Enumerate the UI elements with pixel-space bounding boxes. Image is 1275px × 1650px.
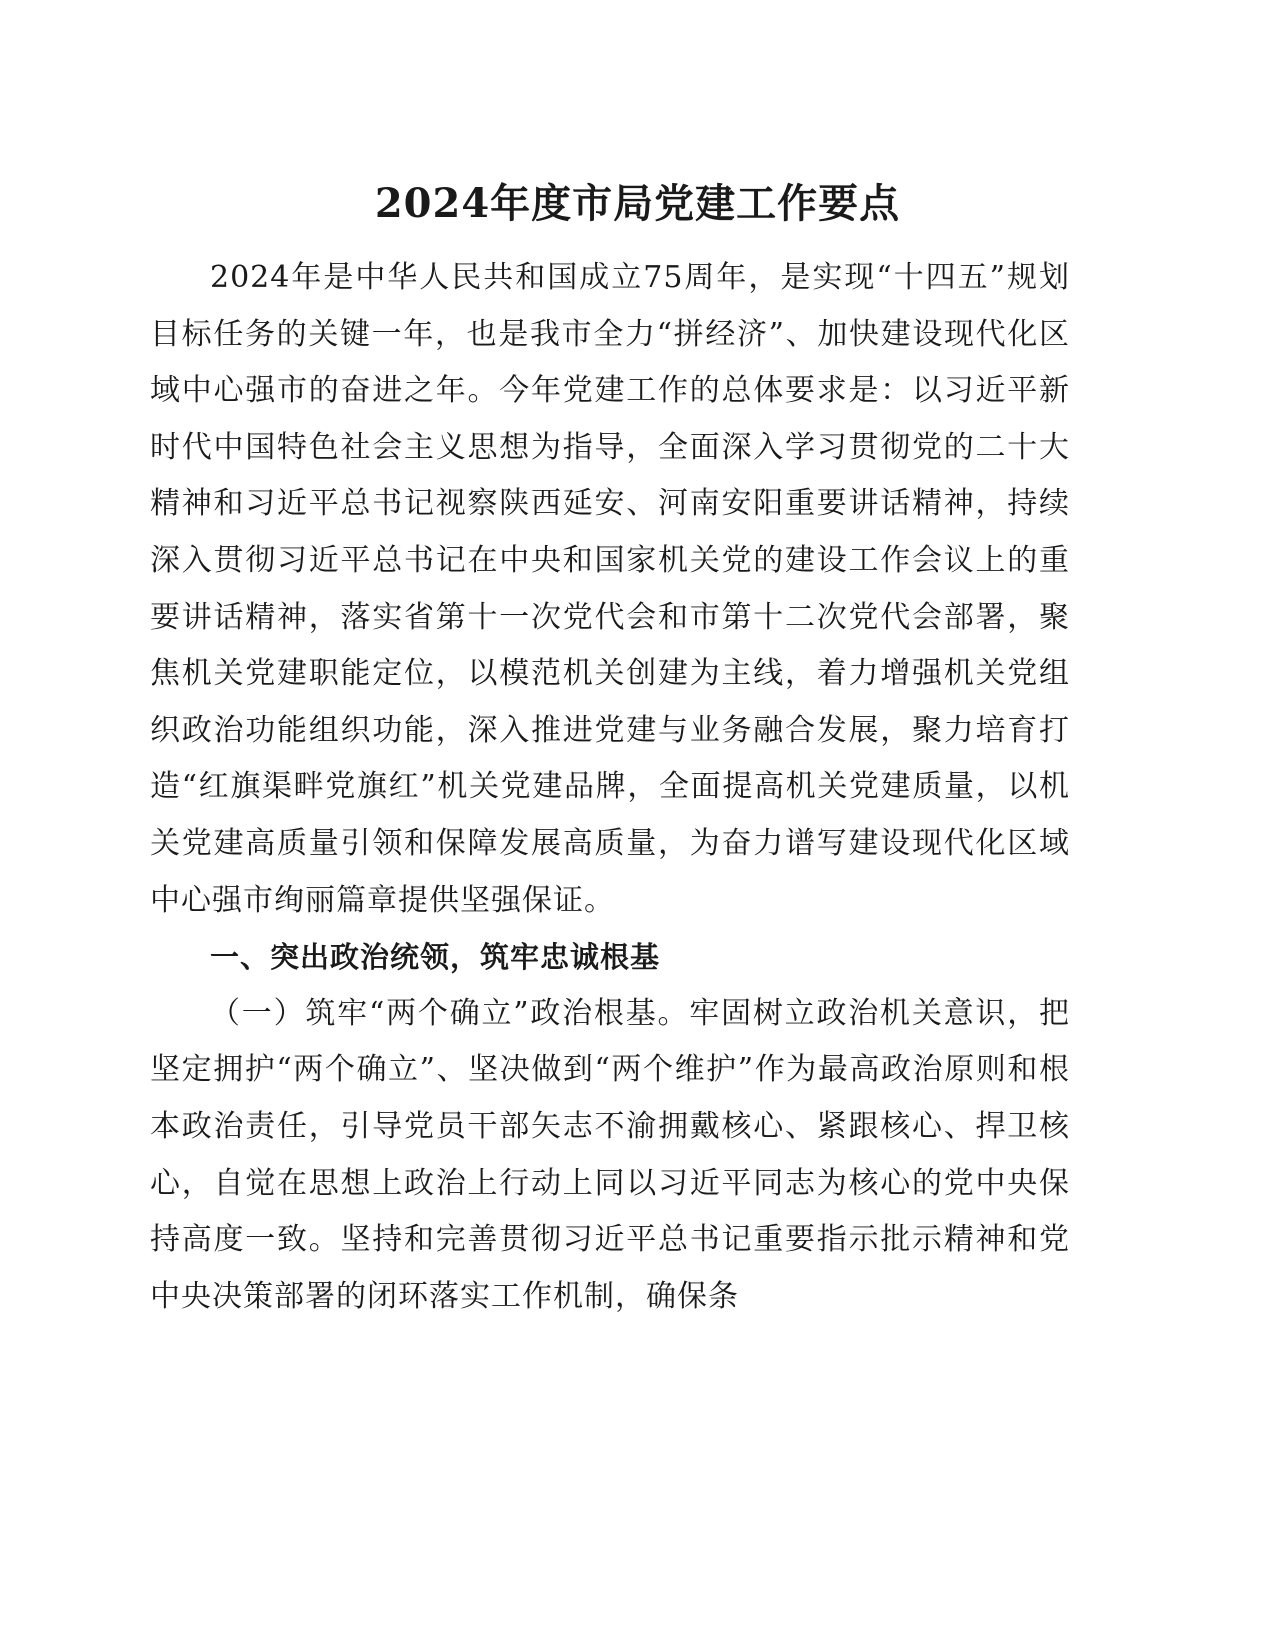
intro-paragraph: 2024年是中华人民共和国成立75周年，是实现“十四五”规划目标任务的关键一年，也是我市全力“拼经济”、加快建设现代化区域中心强市的奋进之年。今年党建工作的总体要求是：以习近平新时代中国特色社会主义思想为指导，全面深入学习贯彻党的二十大精神和习近平总书记视察陕西延安、河南安阳重要讲话精神，持续深入贯彻习近平总书记在中央和国家机关党的建设工作会议上的重要讲话精神，落实省第十一次党代会和市第十二次党代会部署，聚焦机关党建职能定位，以模范机关创建为主线，着力增强机关党组织政治功能组织功能，深入推进党建与业务融合发展，聚力培育打造“红旗渠畔党旗红”机关党建品牌，全面提高机关党建质量，以机关党建高质量引领和保障发展高质量，为奋力谱写建设现代化区域中心强市绚丽篇章提供坚强保证。 xyxy=(150,260,1070,918)
section-paragraph: （一）筑牢“两个确立”政治根基。牢固树立政治机关意识，把坚定拥护“两个确立”、坚决做到“两个维护”作为最高政治原则和根本政治责任，引导党员干部矢志不渝拥戴核心、紧跟核心、捍卫核心，自觉在思想上政治上行动上同以习近平同志为核心的党中央保持高度一致。坚持和完善贯彻习近平总书记重要指示批示精神和党中央决策部署的闭环落实工作机制，确保条 xyxy=(150,995,1070,1314)
document-title: 2024年度市局党建工作要点 xyxy=(374,180,901,227)
section-heading: 一、突出政治统领，筑牢忠诚根基 xyxy=(210,940,661,975)
document-body xyxy=(150,250,1070,1325)
